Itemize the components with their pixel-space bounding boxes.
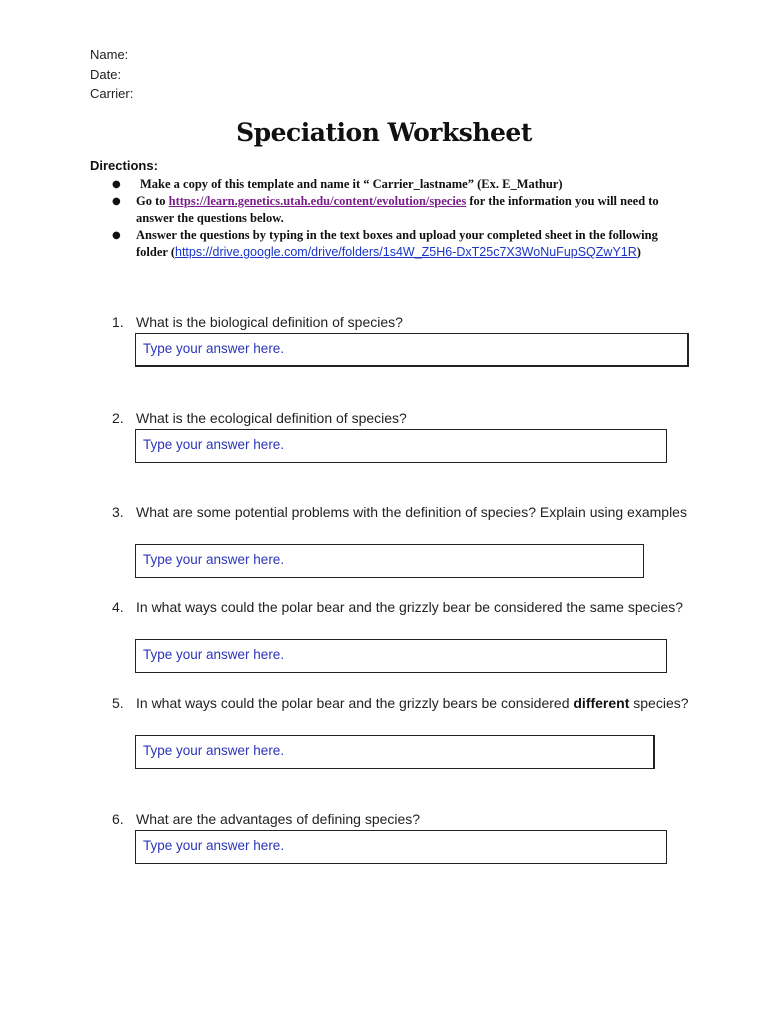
question-text: What is the ecological definition of species?: [136, 410, 407, 426]
bullet-icon: ●: [112, 196, 121, 207]
answer-placeholder: Type your answer here.: [143, 341, 285, 356]
answer-box-3[interactable]: [135, 544, 644, 578]
directions-list: [90, 176, 680, 261]
drive-folder-link[interactable]: https://drive.google.com/drive/folders/1s4W_Z5H6-DxT25c7X3WoNuFupSQZwY1R: [175, 245, 637, 259]
directions-item-1: [90, 176, 680, 193]
answer-placeholder: Type your answer here.: [143, 743, 285, 758]
question-text: What is the biological definition of species?: [136, 314, 403, 330]
question-text: [112, 693, 692, 714]
directions-item-2-suffix: for the information you will need to answer the questions below.: [136, 194, 659, 225]
carrier-label: Carrier:: [90, 86, 134, 101]
question-text-after: species?: [629, 695, 689, 711]
directions-item-2-prefix: Go to: [136, 194, 169, 208]
question-number: 2.: [112, 410, 124, 426]
question-text: What are some potential problems with the definition of species? Explain using examples: [136, 504, 687, 520]
question-number: 1.: [112, 314, 124, 330]
directions-item-3: [90, 227, 680, 261]
question-2: [112, 408, 692, 429]
question-text-bold: different: [573, 695, 630, 711]
date-label: Date:: [90, 66, 122, 82]
answer-box-6[interactable]: [135, 830, 667, 864]
answer-box-4[interactable]: [135, 639, 667, 673]
question-number: 3.: [112, 504, 124, 520]
directions-item-2: [90, 193, 680, 227]
answer-placeholder: Type your answer here.: [143, 838, 285, 853]
directions-item-3-prefix: Answer the questions by typing in the text boxes and upload your completed sheet in the following folder (: [136, 228, 658, 259]
genetics-site-link[interactable]: https://learn.genetics.utah.edu/content/evolution/species: [168, 194, 467, 208]
bullet-icon: ●: [112, 179, 121, 190]
question-5: [112, 693, 692, 714]
answer-box-5[interactable]: [135, 735, 655, 769]
question-number: 5.: [112, 695, 124, 711]
answer-box-1[interactable]: [135, 333, 689, 367]
name-label: Name:: [90, 47, 129, 62]
question-number: 6.: [112, 811, 124, 827]
question-text-before: In what ways could the polar bear and the grizzly bears be considered: [136, 695, 574, 711]
answer-placeholder: Type your answer here.: [143, 647, 285, 662]
question-text: What are the advantages of defining species?: [136, 811, 421, 827]
page-title: Speciation Worksheet: [236, 118, 532, 147]
answer-placeholder: Type your answer here.: [143, 437, 285, 452]
answer-placeholder: Type your answer here.: [143, 552, 285, 567]
question-3: [112, 502, 692, 523]
answer-box-2[interactable]: [135, 429, 667, 463]
directions-heading: Directions:: [90, 158, 158, 173]
question-4: [112, 597, 692, 618]
question-6: [112, 809, 692, 830]
student-info-fields: [90, 45, 133, 104]
bullet-icon: ●: [112, 230, 121, 241]
question-1: [112, 312, 692, 333]
question-text: In what ways could the polar bear and the grizzly bear be considered the same species?: [136, 599, 684, 615]
directions-item-3-suffix: ): [636, 245, 641, 259]
directions-item-1-text: Make a copy of this template and name it “ Carrier_lastname” (Ex. E_Mathur): [140, 177, 563, 191]
question-number: 4.: [112, 599, 124, 615]
